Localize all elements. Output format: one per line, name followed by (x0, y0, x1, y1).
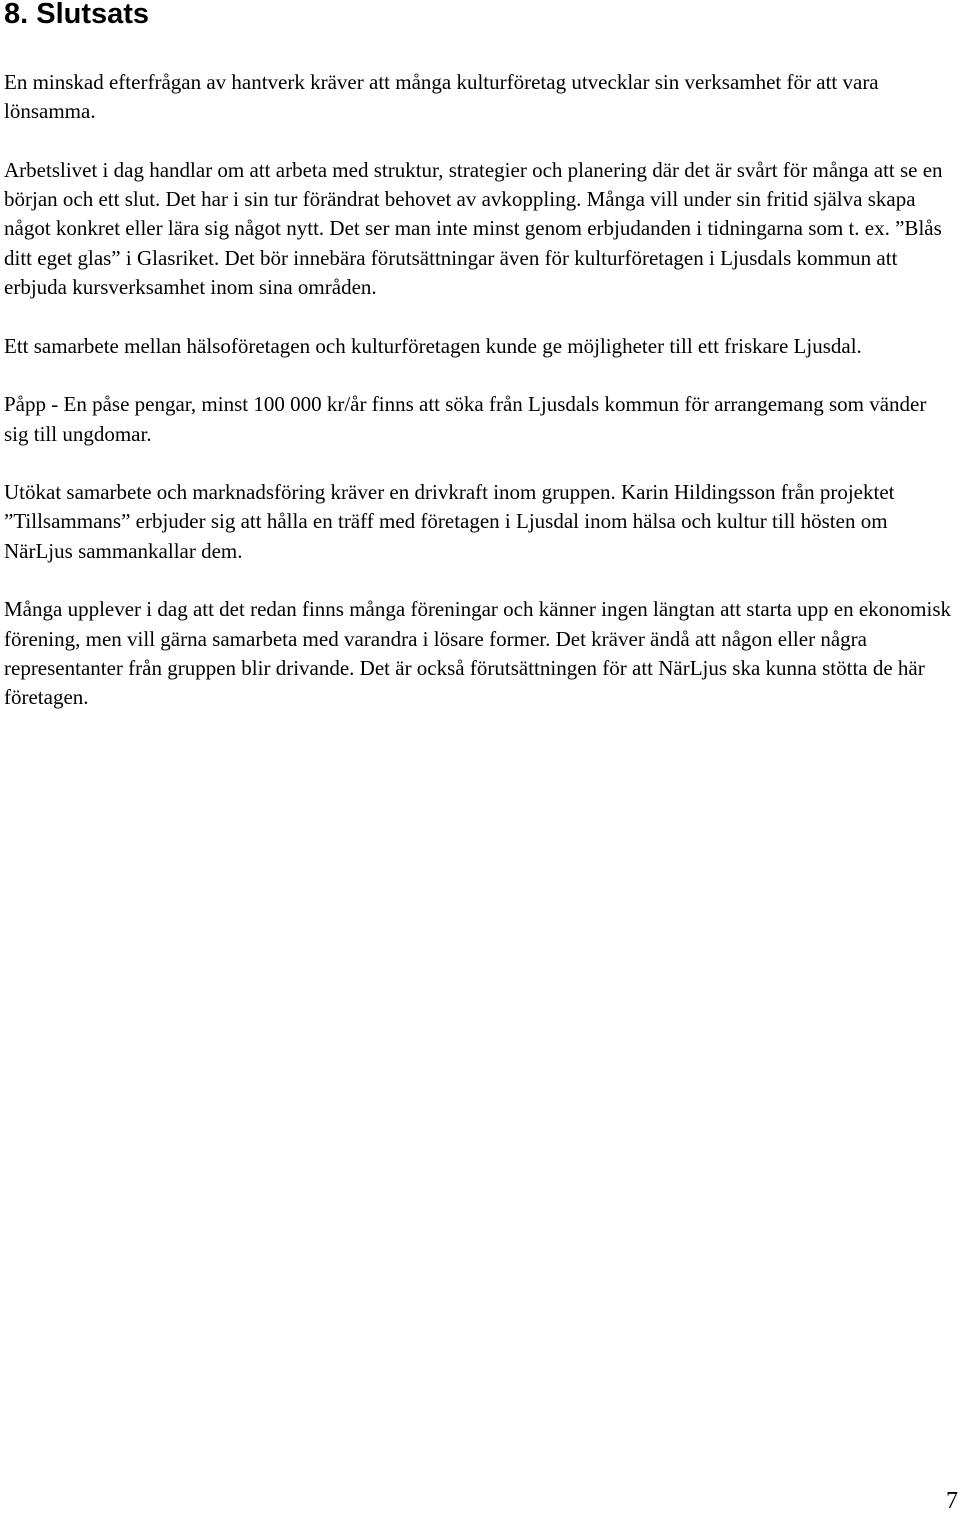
body-text (4, 68, 956, 742)
paragraph-3: Ett samarbete mellan hälsoföretagen och kulturföretagen kunde ge möjligheter till ett friskare Ljusdal. (4, 333, 862, 358)
section-heading: 8. Slutsats (4, 0, 150, 30)
paragraph-4: Påpp - En påse pengar, minst 100 000 kr/år finns att söka från Ljusdals kommun för arrangemang som vänder sig till ungdomar. (4, 392, 927, 446)
paragraph-6: Många upplever i dag att det redan finns många föreningar och känner ingen längtan att starta upp en ekonomisk förening, men vill gärna samarbeta med varandra i lösare former. Det kräver ändå att någon eller några representanter från gruppen blir drivande. Det är också förutsättningen för att NärLjus ska kunna stötta de här företagen. (4, 597, 952, 710)
paragraph-5: Utökat samarbete och marknadsföring kräver en drivkraft inom gruppen. Karin Hildingsson från projektet ”Tillsammans” erbjuder sig att hålla en träff med företagen i Ljusdal inom hälsa och kultur till hösten om NärLjus sammankallar dem. (4, 480, 895, 563)
paragraph-2: Arbetslivet i dag handlar om att arbeta med struktur, strategier och planering där det är svårt för många att se en början och ett slut. Det har i sin tur förändrat behovet av avkoppling. Många vill under sin fritid själva skapa något konkret eller lära sig något nytt. Det ser man inte minst genom erbjudanden i tidningarna som t. ex. ”Blås ditt eget glas” i Glasriket. Det bör innebära förutsättningar även för kulturföretagen i Ljusdals kommun att erbjuda kursverksamhet inom sina områden. (4, 157, 943, 300)
page-number: 7 (946, 1488, 958, 1514)
paragraph-1: En minskad efterfrågan av hantverk kräver att många kulturföretag utvecklar sin verksamhet för att vara lönsamma. (4, 70, 879, 124)
